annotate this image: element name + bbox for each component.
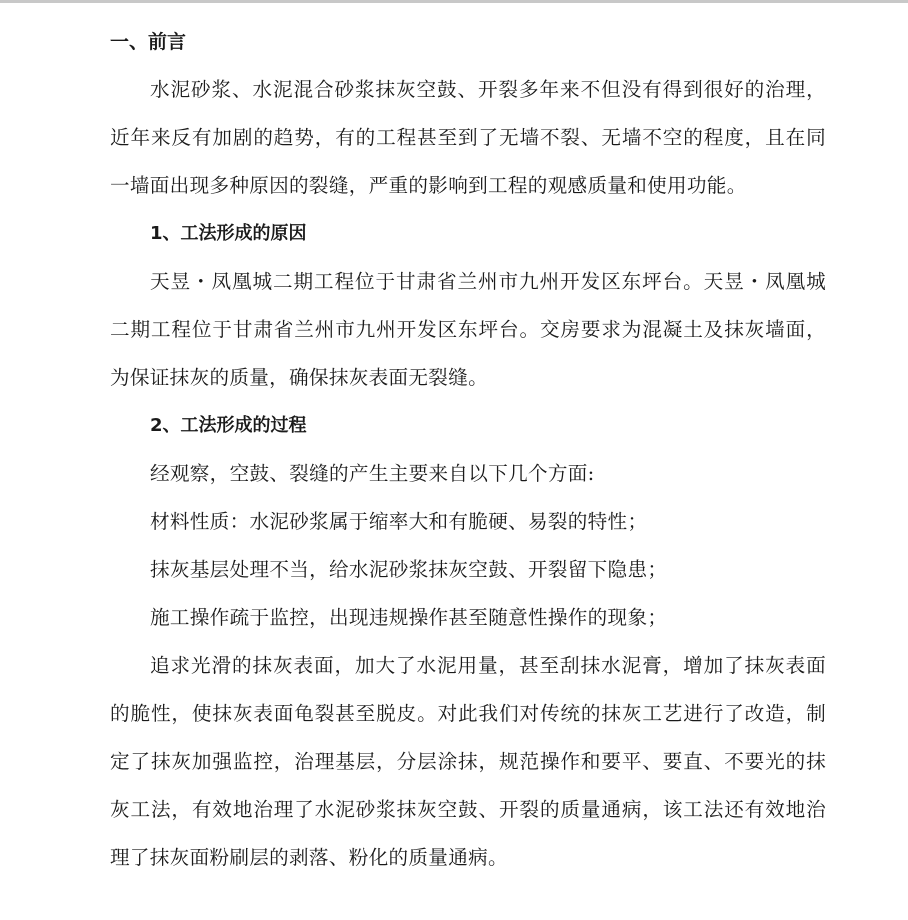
list-item: 材料性质：水泥砂浆属于缩率大和有脆硬、易裂的特性；	[150, 510, 648, 533]
section-heading-preface: 一、前言	[110, 31, 187, 53]
section-2-intro: 经观察，空鼓、裂缝的产生主要来自以下几个方面:	[150, 462, 595, 485]
list-item: 施工操作疏于监控，出现违规操作甚至随意性操作的现象；	[150, 606, 668, 629]
list-item: 抹灰基层处理不当，给水泥砂浆抹灰空鼓、开裂留下隐患；	[150, 558, 668, 581]
section-1-title: 1、工法形成的原因	[150, 223, 307, 244]
section-2-title: 2、工法形成的过程	[150, 415, 307, 436]
document-page	[110, 24, 826, 882]
section-2-paragraph: 追求光滑的抹灰表面，加大了水泥用量，甚至刮抹水泥膏，增加了抹灰表面的脆性，使抹灰表面龟裂甚至脱皮。对此我们对传统的抹灰工艺进行了改造，制定了抹灰加强监控，治理基层，分层涂抹，规范操作和要平、要直、不要光的抹灰工法，有效地治理了水泥砂浆抹灰空鼓、开裂的质量通病，该工法还有效地治理了抹灰面粉刷层的剥落、粉化的质量通病。	[110, 654, 826, 869]
section-1-paragraph: 天昱・凤凰城二期工程位于甘肃省兰州市九州开发区东坪台。天昱・凤凰城二期工程位于甘肃省兰州市九州开发区东坪台。交房要求为混凝土及抹灰墙面，为保证抹灰的质量，确保抹灰表面无裂缝。	[110, 270, 826, 389]
top-border	[0, 0, 908, 3]
intro-paragraph: 水泥砂浆、水泥混合砂浆抹灰空鼓、开裂多年来不但没有得到很好的治理，近年来反有加剧的趋势，有的工程甚至到了无墙不裂、无墙不空的程度，且在同一墙面出现多种原因的裂缝，严重的影响到工程的观感质量和使用功能。	[110, 78, 826, 197]
